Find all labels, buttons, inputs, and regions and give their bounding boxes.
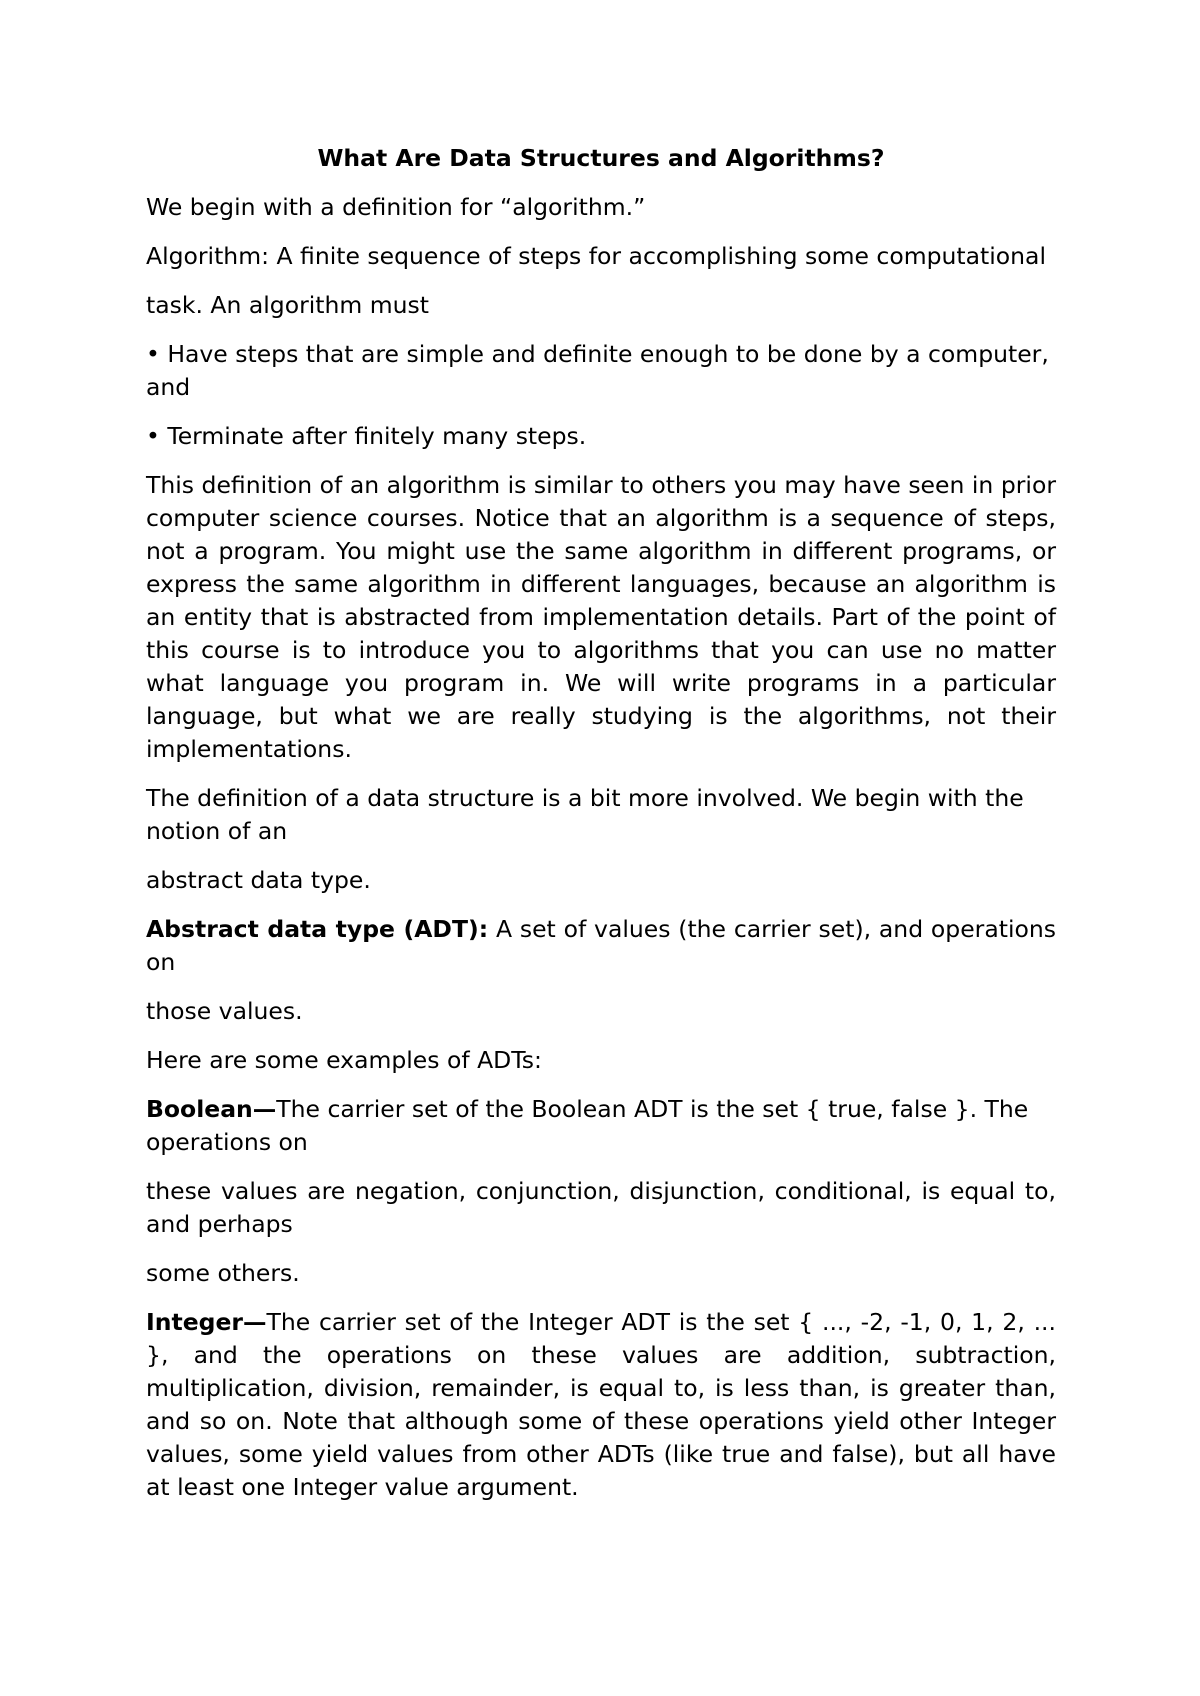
page-title: What Are Data Structures and Algorithms?: [317, 144, 885, 172]
boolean-definition-text: The carrier set of the Boolean ADT is the set { true, false }. The operations on: [146, 1095, 1029, 1156]
boolean-definition: [146, 1093, 1056, 1159]
adt-definition: [146, 913, 1056, 979]
boolean-definition-end: some others.: [146, 1259, 300, 1287]
document-body: [146, 142, 1056, 1520]
algorithm-definition-continued: task. An algorithm must: [146, 291, 429, 319]
boolean-term: Boolean—: [146, 1095, 277, 1123]
integer-definition-text: The carrier set of the Integer ADT is the set { ..., -2, -1, 0, 1, 2, ... }, and the operations on these values are addition, subtraction, multiplication, division, remainder, is equal to, is less than, is greater than, and so on. Note that although some of these operations yield other Integer values, some yield values from other ADTs (like true and false), but all have at least one Integer value argument.: [146, 1308, 1056, 1501]
integer-definition: [146, 1306, 1056, 1504]
adt-definition-text: A set of values (the carrier set), and operations on: [146, 915, 1056, 976]
adt-definition-continued: those values.: [146, 997, 303, 1025]
algorithm-discussion-paragraph: This definition of an algorithm is similar to others you may have seen in prior computer science courses. Notice that an algorithm is a sequence of steps, not a program. You might use the same algorithm in different programs, or express the same algorithm in different languages, because an algorithm is an entity that is abstracted from implementation details. Part of the point of this course is to introduce you to algorithms that you can use no matter what language you program in. We will write programs in a particular language, but what we are really studying is the algorithms, not their implementations.: [146, 471, 1056, 763]
intro-paragraph: We begin with a definition for “algorithm.”: [146, 193, 646, 221]
algorithm-definition: Algorithm: A finite sequence of steps for accomplishing some computational: [146, 242, 1046, 270]
data-structure-intro-continued: abstract data type.: [146, 866, 371, 894]
examples-intro: Here are some examples of ADTs:: [146, 1046, 542, 1074]
bullet-item: • Terminate after finitely many steps.: [146, 422, 587, 450]
integer-term: Integer—: [146, 1308, 267, 1336]
adt-term: Abstract data type (ADT):: [146, 915, 489, 943]
data-structure-intro: The definition of a data structure is a bit more involved. We begin with the notion of an: [146, 784, 1024, 845]
bullet-item: • Have steps that are simple and definite enough to be done by a computer, and: [146, 340, 1049, 401]
boolean-definition-continued: these values are negation, conjunction, disjunction, conditional, is equal to, and perhaps: [146, 1177, 1056, 1238]
